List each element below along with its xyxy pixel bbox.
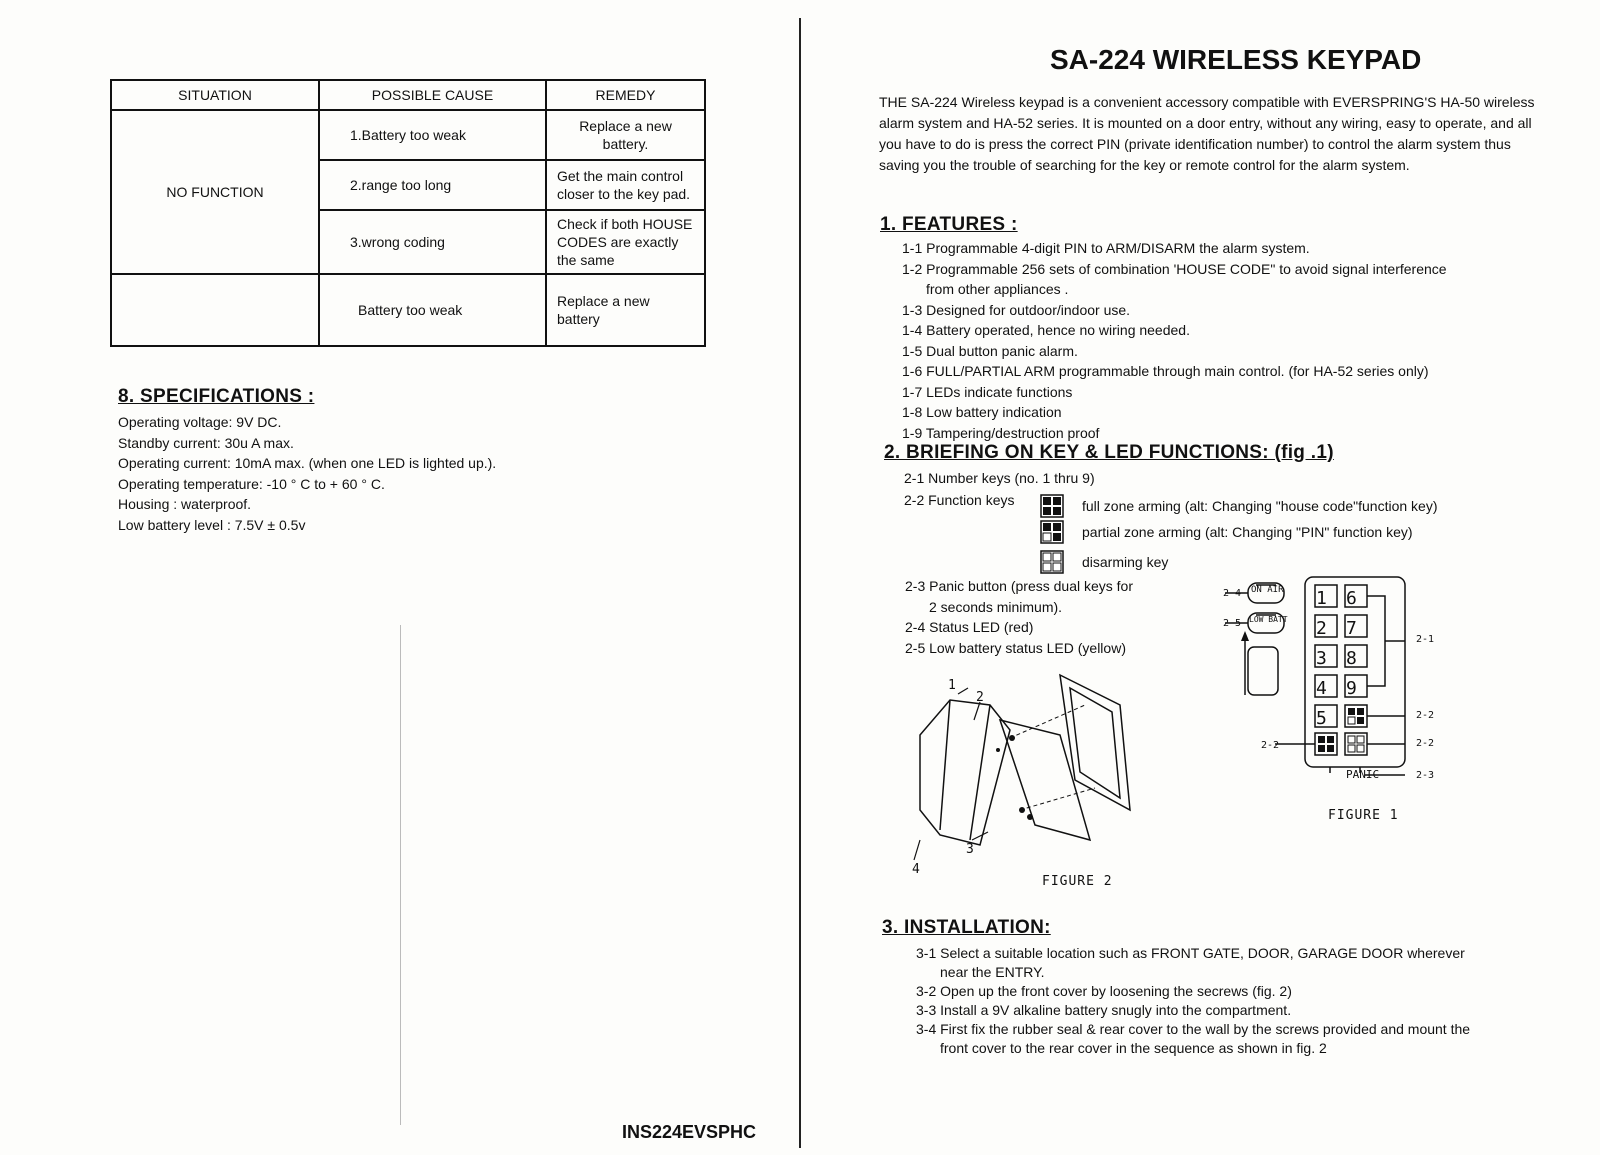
key-6: 6 bbox=[1346, 588, 1357, 609]
key-5: 5 bbox=[1316, 708, 1327, 729]
key-9: 9 bbox=[1346, 678, 1357, 699]
callout-2-2: 2-2 bbox=[1416, 738, 1435, 749]
key-full-label: full zone arming (alt: Changing "house code"function key) bbox=[1082, 498, 1438, 514]
feature-item: 1-6 FULL/PARTIAL ARM programmable through main control. (for HA-52 series only) bbox=[902, 363, 1429, 379]
installation-item: near the ENTRY. bbox=[940, 964, 1045, 980]
callout-2-5: 2-5 bbox=[1223, 618, 1242, 629]
key-3: 3 bbox=[1316, 648, 1327, 669]
cause-cell: 3.wrong coding bbox=[319, 210, 546, 274]
callout-2-3: 2-3 bbox=[1416, 770, 1435, 781]
installation-list bbox=[916, 944, 1470, 1058]
briefing-item: 2 seconds minimum). bbox=[929, 598, 1063, 615]
features-heading: 1. FEATURES : bbox=[880, 214, 1018, 235]
feature-item: 1-2 Programmable 256 sets of combination 'HOUSE CODE" to avoid signal interference bbox=[902, 260, 1447, 277]
key-legend-disarm bbox=[1040, 550, 1168, 574]
callout-2-2: 2-2 bbox=[1416, 710, 1435, 721]
disarm-key-icon bbox=[1040, 550, 1064, 574]
briefing-heading: 2. BRIEFING ON KEY & LED FUNCTIONS: (fig .1) bbox=[884, 442, 1334, 463]
arrow-up-icon bbox=[1241, 631, 1249, 641]
figure-2-callout-1: 1 bbox=[948, 678, 956, 693]
table-header: SITUATION bbox=[111, 80, 319, 110]
specifications-heading: 8. SPECIFICATIONS : bbox=[118, 386, 315, 407]
key-8: 8 bbox=[1346, 648, 1357, 669]
feature-item: 1-7 LEDs indicate functions bbox=[902, 383, 1073, 400]
feature-item: 1-3 Designed for outdoor/indoor use. bbox=[902, 301, 1131, 318]
key-partial-label: partial zone arming (alt: Changing "PIN" function key) bbox=[1082, 524, 1413, 540]
spec-item: Operating current: 10mA max. (when one LED is lighted up.). bbox=[118, 455, 497, 471]
figure-2-callout-3: 3 bbox=[966, 842, 974, 857]
spec-item: Operating temperature: -10 ° C to + 60 ° C. bbox=[118, 475, 385, 492]
callout-2-2: 2-2 bbox=[1261, 740, 1280, 751]
full-arm-key-icon bbox=[1040, 494, 1064, 518]
briefing-items-lower bbox=[905, 576, 1133, 658]
remedy-cell: Replace a new battery. bbox=[546, 110, 705, 160]
key-2: 2 bbox=[1316, 618, 1327, 639]
figure-2-callout-2: 2 bbox=[976, 690, 984, 705]
installation-item: 3-4 First fix the rubber seal & rear cover to the wall by the screws provided and mount the bbox=[916, 1021, 1471, 1037]
spec-item: Standby current: 30u A max. bbox=[118, 434, 294, 451]
key-legend-partial bbox=[1040, 520, 1413, 544]
feature-item: 1-9 Tampering/destruction proof bbox=[902, 424, 1100, 441]
briefing-item: 2-2 Function keys bbox=[904, 492, 1015, 508]
spec-item: Operating voltage: 9V DC. bbox=[118, 414, 282, 430]
page-title: SA-224 WIRELESS KEYPAD bbox=[1050, 44, 1422, 75]
features-list bbox=[902, 238, 1447, 443]
key-4: 4 bbox=[1316, 678, 1327, 699]
table-header-row bbox=[111, 80, 705, 110]
remedy-cell: Replace a new battery bbox=[546, 274, 705, 346]
figure-2-caption: FIGURE 2 bbox=[1042, 874, 1113, 889]
callout-2-4: 2-4 bbox=[1223, 588, 1242, 599]
briefing-item: 2-1 Number keys (no. 1 thru 9) bbox=[904, 470, 1095, 486]
faint-crease-line bbox=[400, 625, 401, 1125]
figure-2-callout-4: 4 bbox=[912, 862, 920, 877]
led-low-batt-label: LOW BATT bbox=[1249, 615, 1288, 624]
led-on-air-label: ON AIR bbox=[1251, 585, 1284, 595]
key-disarm-label: disarming key bbox=[1082, 554, 1169, 570]
page-fold-line bbox=[799, 18, 801, 1148]
front-cover bbox=[920, 700, 1010, 845]
callout-2-1: 2-1 bbox=[1416, 634, 1435, 645]
situation-cell: NO FUNCTION bbox=[111, 110, 319, 274]
table-header: REMEDY bbox=[546, 80, 705, 110]
installation-item: 3-1 Select a suitable location such as FRONT GATE, DOOR, GARAGE DOOR wherever bbox=[916, 945, 1465, 961]
panic-label: PANIC bbox=[1346, 768, 1380, 781]
briefing-item: 2-5 Low battery status LED (yellow) bbox=[905, 639, 1126, 656]
feature-item: 1-4 Battery operated, hence no wiring needed. bbox=[902, 322, 1190, 338]
cause-cell: 1.Battery too weak bbox=[319, 110, 546, 160]
partial-arm-key-icon bbox=[1040, 520, 1064, 544]
hand-icon bbox=[1248, 647, 1278, 695]
installation-item: 3-2 Open up the front cover by loosening the secrews (fig. 2) bbox=[916, 983, 1292, 999]
table-row bbox=[111, 274, 705, 346]
table-header: POSSIBLE CAUSE bbox=[319, 80, 546, 110]
remedy-cell: Get the main control closer to the key pad. bbox=[546, 160, 705, 210]
key-1: 1 bbox=[1316, 588, 1327, 609]
situation-cell-empty bbox=[111, 274, 319, 346]
spec-item: Low battery level : 7.5V ± 0.5v bbox=[118, 516, 306, 533]
table-row bbox=[111, 110, 705, 160]
specifications-list bbox=[118, 412, 496, 535]
feature-item: from other appliances . bbox=[926, 281, 1069, 297]
intro-paragraph: THE SA-224 Wireless keypad is a convenient accessory compatible with EVERSPRING'S HA-50 wireless alarm system and HA-52 series. It is mounted on a door entry, without any wiring, easy to operate, and all you have to do is press the correct PIN (private identification number) to control the alarm system thus saving you the trouble of searching for the key or remote control for the alarm system. bbox=[879, 94, 1535, 173]
document-code: INS224EVSPHC bbox=[622, 1122, 757, 1142]
troubleshooting-table bbox=[110, 79, 706, 347]
cause-cell: Battery too weak bbox=[319, 274, 546, 346]
feature-item: 1-1 Programmable 4-digit PIN to ARM/DISARM the alarm system. bbox=[902, 240, 1310, 256]
cause-cell: 2.range too long bbox=[319, 160, 546, 210]
installation-item: front cover to the rear cover in the sequence as shown in fig. 2 bbox=[940, 1040, 1327, 1056]
installation-heading: 3. INSTALLATION: bbox=[882, 917, 1051, 938]
feature-item: 1-5 Dual button panic alarm. bbox=[902, 342, 1078, 359]
installation-item: 3-3 Install a 9V alkaline battery snugly into the compartment. bbox=[916, 1002, 1292, 1018]
key-7: 7 bbox=[1346, 618, 1357, 639]
remedy-cell: Check if both HOUSE CODES are exactly the same bbox=[546, 210, 705, 274]
feature-item: 1-8 Low battery indication bbox=[902, 404, 1062, 420]
briefing-item: 2-3 Panic button (press dual keys for bbox=[905, 578, 1134, 594]
briefing-item: 2-4 Status LED (red) bbox=[905, 619, 1034, 635]
figure-1-caption: FIGURE 1 bbox=[1328, 808, 1399, 823]
spec-item: Housing : waterproof. bbox=[118, 496, 252, 512]
key-legend-full bbox=[1040, 494, 1437, 518]
